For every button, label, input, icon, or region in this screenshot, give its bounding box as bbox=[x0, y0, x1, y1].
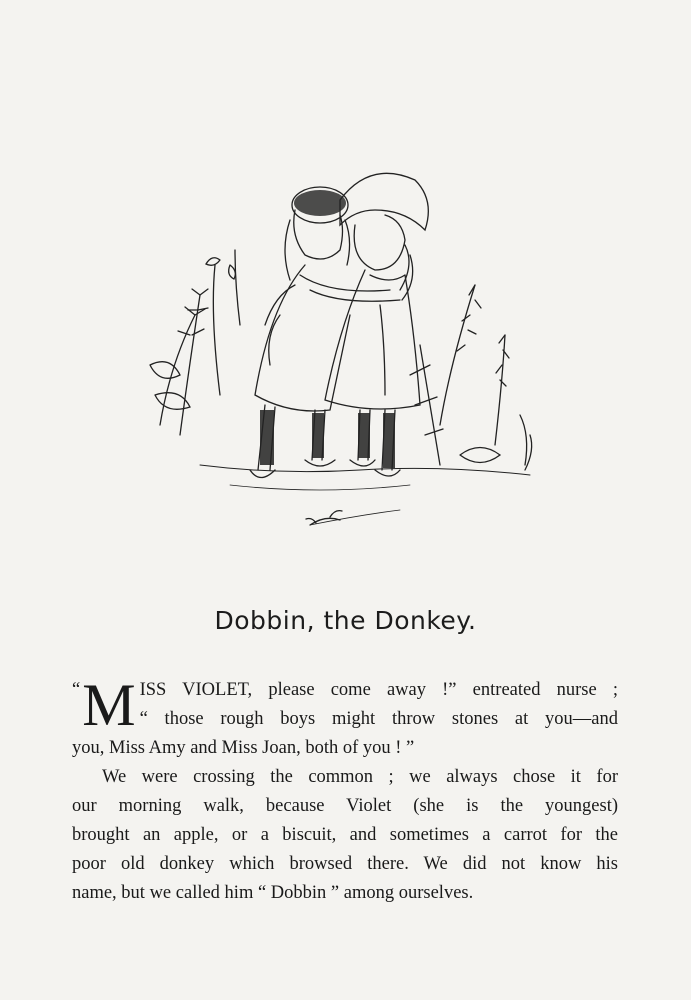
paragraph-1-line-3: you, Miss Amy and Miss Joan, both of you ! ” bbox=[72, 738, 415, 758]
paragraph-2-line: poor old donkey which browsed there. We did not know his bbox=[72, 854, 618, 874]
two-girls-illustration bbox=[140, 165, 550, 545]
paragraph-2-line: We were crossing the common ; we always chose it for bbox=[102, 767, 618, 787]
paragraph-2-line: name, but we called him “ Dobbin ” among ourselves. bbox=[72, 883, 474, 903]
paragraph-2-line: our morning walk, because Violet (she is the youngest) bbox=[72, 796, 618, 816]
opening-quote: “ bbox=[72, 680, 81, 700]
paragraph-2 bbox=[72, 763, 618, 908]
paragraph-2-line: brought an apple, or a biscuit, and sometimes a carrot for the bbox=[72, 825, 618, 845]
girls-embracing-icon bbox=[140, 165, 550, 545]
drop-cap-letter: M bbox=[82, 672, 136, 738]
paragraph-1 bbox=[72, 672, 618, 763]
chapter-title: Dobbin, the Donkey. bbox=[214, 606, 477, 635]
paragraph-1-line-2: “ those rough boys might throw stones at you—and bbox=[139, 709, 618, 729]
paragraph-1-line-1: ISS VIOLET, please come away !” entreated nurse ; bbox=[139, 680, 618, 700]
story-text bbox=[72, 672, 618, 908]
